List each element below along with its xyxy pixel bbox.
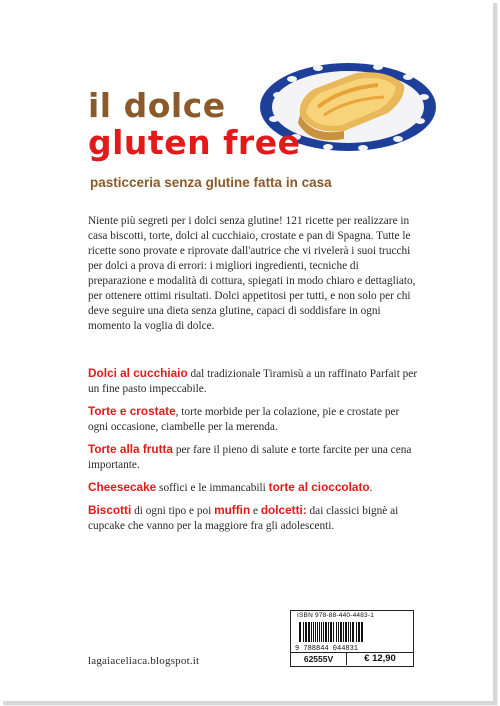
barcode-bar	[305, 622, 307, 642]
barcode-bar	[345, 622, 347, 642]
feature-item	[88, 503, 418, 534]
feature-text: per fare il pieno di salute e torte farcite per una cena importante.	[88, 444, 412, 471]
feature-item	[88, 480, 418, 496]
barcode-bar	[313, 622, 314, 642]
website-url: lagaiaceliaca.blogspot.it	[88, 655, 200, 667]
feature-text: dai classici bignè ai cupcake che vanno per la maggiore fra gli adolescenti.	[88, 505, 399, 532]
feature-highlight: muffin	[214, 503, 251, 517]
barcode-bar	[333, 622, 334, 642]
barcode-digits: 9 788844 044831	[295, 645, 359, 652]
product-code: 62555V	[291, 652, 347, 665]
barcode-bar	[299, 622, 301, 642]
feature-item	[88, 366, 418, 397]
barcode-bar	[361, 622, 363, 642]
price-row	[291, 652, 413, 665]
features-list	[88, 366, 418, 541]
barcode-bar	[356, 622, 357, 642]
barcode-bar	[358, 622, 360, 642]
price-label: € 12,90	[347, 652, 413, 665]
feature-text: e	[250, 505, 261, 517]
feature-text: di ogni tipo e poi	[131, 505, 215, 517]
barcode-bar	[352, 622, 354, 642]
barcode-bar	[340, 622, 342, 642]
barcode-bar	[315, 622, 316, 642]
barcode-bar	[319, 622, 320, 642]
feature-highlight: Torte alla frutta	[88, 442, 173, 456]
feature-highlight: Cheesecake	[88, 480, 157, 494]
feature-text: .	[369, 482, 373, 494]
subtitle: pasticceria senza glutine fatta in casa	[90, 175, 332, 190]
barcode-bar	[343, 622, 344, 642]
barcode-bar	[311, 622, 312, 642]
title-line-1: il dolce	[88, 86, 226, 125]
intro-paragraph: Niente più segreti per i dolci senza glutine! 121 ricette per realizzare in casa biscotti, torte, dolci al cucchiaio, crostate e pan di Spagna. Tutte le ricette sono provate e riprovate dall'autrice che vi rivelerà i suoi trucchi per dolci a prova di errori: i migliori ingredienti, tecniche di preparazione e modalità di cottura, spiegati in modo chiaro e dettagliato, per ottenere ottimi risultati. Dolci appetitosi per tutti, e non solo per chi deve seguire una dieta senza glutine, capaci di soddisfare in ogni momento la voglia di dolce.	[88, 215, 416, 332]
barcode-bar	[328, 622, 329, 642]
feature-text: soffici e le immancabili	[156, 482, 269, 494]
barcode-bar	[330, 622, 332, 642]
barcode-image	[293, 620, 409, 652]
barcode-bar	[303, 622, 304, 642]
title-line-2: gluten free	[88, 123, 301, 162]
feature-highlight: Biscotti	[88, 503, 132, 517]
barcode-bar	[350, 622, 351, 642]
barcode-bar	[323, 622, 324, 642]
barcode-bar	[308, 622, 310, 642]
barcode-bar	[321, 622, 322, 642]
feature-item	[88, 404, 418, 435]
feature-highlight: Torte e crostate	[88, 404, 176, 418]
feature-item	[88, 442, 418, 473]
barcode-bar	[325, 622, 327, 642]
feature-highlight: torte al cioccolato	[268, 480, 370, 494]
feature-highlight: Dolci al cucchiaio	[88, 366, 188, 380]
barcode-bar	[317, 622, 318, 642]
feature-text: dal tradizionale Tiramisù a un raffinato Parfait per un fine pasto impeccabile.	[88, 368, 418, 395]
barcode-bar	[348, 622, 349, 642]
feature-text: , torte morbide per la colazione, pie e crostate per ogni occasione, ciambelle per la merenda.	[88, 406, 400, 433]
barcode-bar	[338, 622, 339, 642]
isbn-label: ISBN 978-88-440-4483-1	[297, 612, 375, 619]
feature-highlight: dolcetti:	[260, 503, 307, 517]
barcode-bar	[336, 622, 337, 642]
